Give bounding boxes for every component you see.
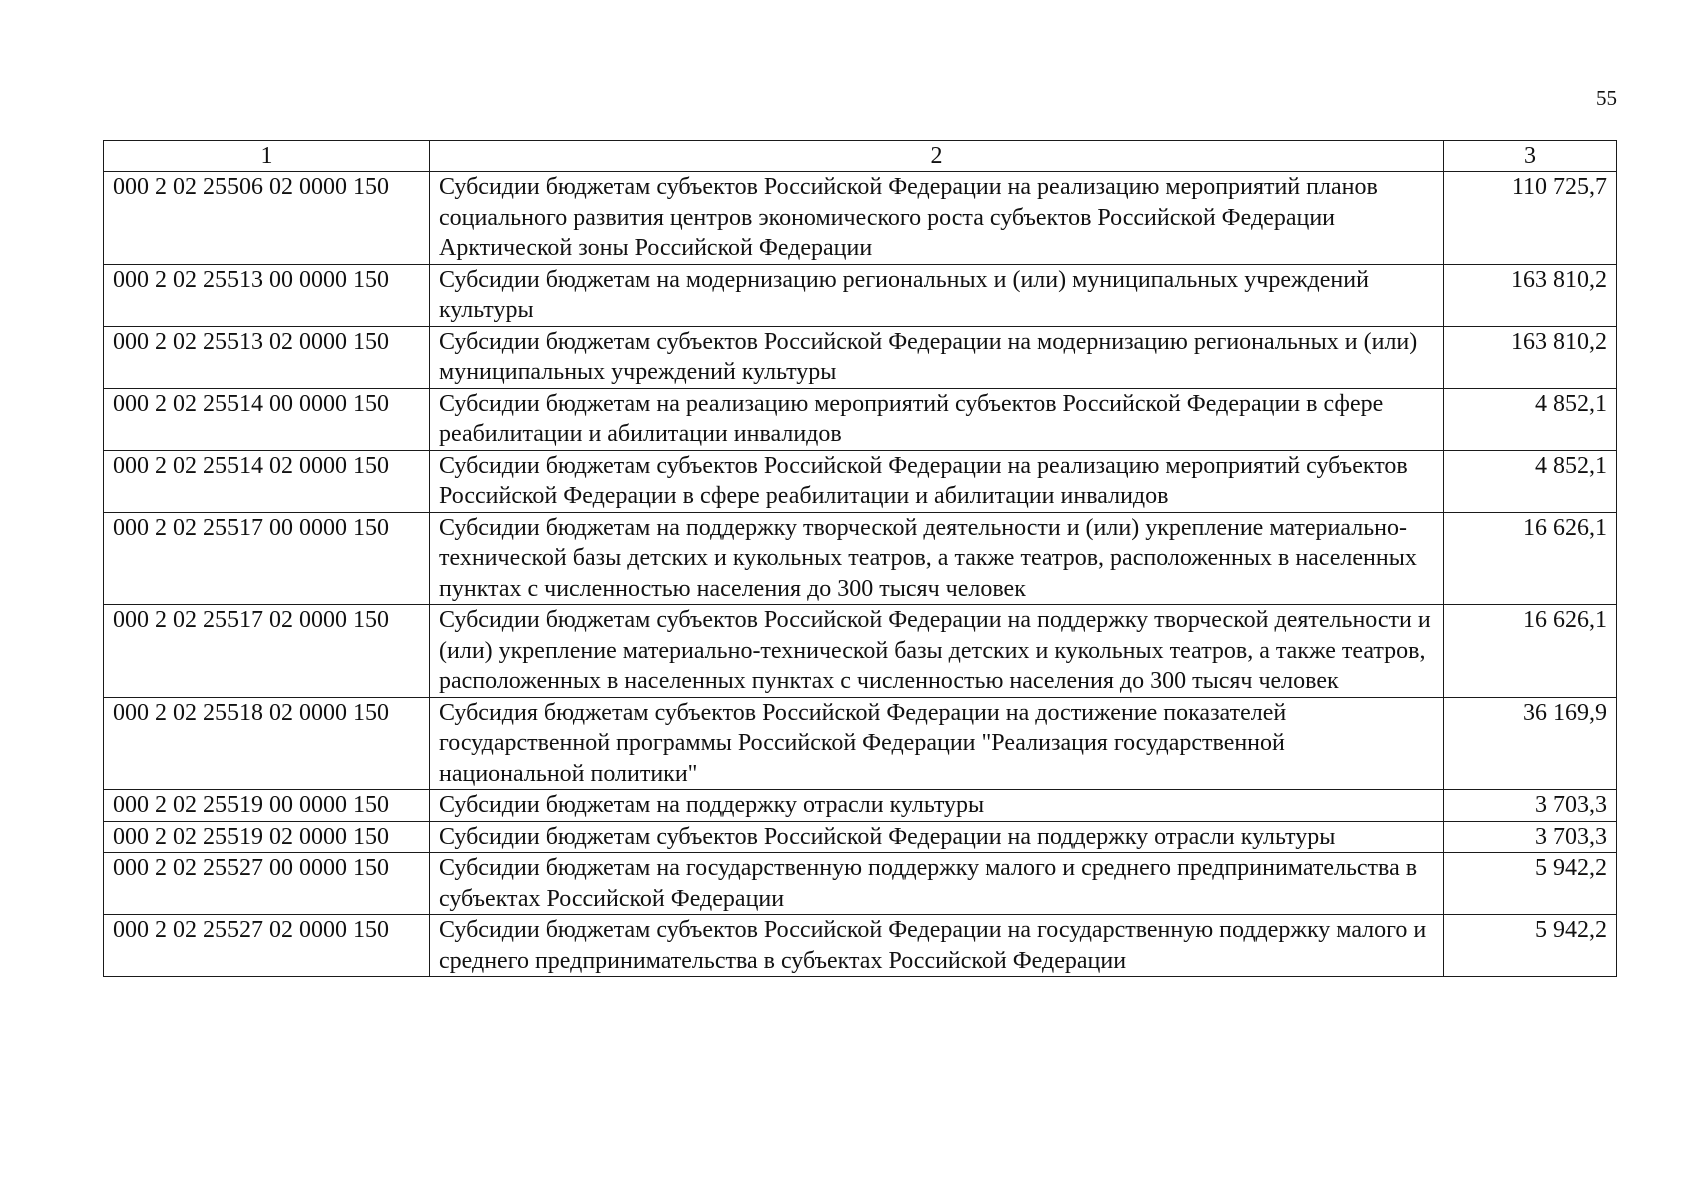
description-cell: Субсидии бюджетам на реализацию мероприятий субъектов Российской Федерации в сфере реабилитации и абилитации инвалидов: [430, 388, 1444, 450]
amount-cell: 5 942,2: [1444, 853, 1617, 915]
budget-code-cell: 000 2 02 25527 00 0000 150: [104, 853, 430, 915]
budget-code-cell: 000 2 02 25519 02 0000 150: [104, 821, 430, 853]
description-cell: Субсидии бюджетам субъектов Российской Федерации на поддержку отрасли культуры: [430, 821, 1444, 853]
budget-code-cell: 000 2 02 25519 00 0000 150: [104, 790, 430, 822]
budget-code-cell: 000 2 02 25514 00 0000 150: [104, 388, 430, 450]
description-cell: Субсидии бюджетам субъектов Российской Федерации на модернизацию региональных и (или) муниципальных учреждений культуры: [430, 326, 1444, 388]
budget-table: [103, 140, 1617, 977]
amount-cell: 3 703,3: [1444, 821, 1617, 853]
table-row: [104, 172, 1617, 265]
amount-cell: 16 626,1: [1444, 512, 1617, 605]
budget-code-cell: 000 2 02 25517 02 0000 150: [104, 605, 430, 698]
budget-code-cell: 000 2 02 25514 02 0000 150: [104, 450, 430, 512]
description-cell: Субсидии бюджетам субъектов Российской Федерации на реализацию мероприятий планов социального развития центров экономического роста субъектов Российской Федерации Арктической зоны Российской Федерации: [430, 172, 1444, 265]
amount-cell: 36 169,9: [1444, 697, 1617, 790]
description-cell: Субсидии бюджетам на государственную поддержку малого и среднего предпринимательства в субъектах Российской Федерации: [430, 853, 1444, 915]
description-cell: Субсидии бюджетам субъектов Российской Федерации на поддержку творческой деятельности и (или) укрепление материально-технической базы детских и кукольных театров, а также театров, расположенных в населенных пунктах с численностью населения до 300 тысяч человек: [430, 605, 1444, 698]
table-header-row: [104, 141, 1617, 172]
page-number: 55: [1596, 86, 1617, 110]
amount-cell: 4 852,1: [1444, 450, 1617, 512]
description-cell: Субсидии бюджетам на поддержку отрасли культуры: [430, 790, 1444, 822]
column-header-description: 2: [430, 141, 1444, 172]
description-cell: Субсидии бюджетам на поддержку творческой деятельности и (или) укрепление материально-технической базы детских и кукольных театров, а также театров, расположенных в населенных пунктах с численностью населения до 300 тысяч человек: [430, 512, 1444, 605]
amount-cell: 4 852,1: [1444, 388, 1617, 450]
table-row: [104, 388, 1617, 450]
amount-cell: 163 810,2: [1444, 264, 1617, 326]
table-row: [104, 790, 1617, 822]
table-row: [104, 915, 1617, 977]
budget-code-cell: 000 2 02 25513 00 0000 150: [104, 264, 430, 326]
description-cell: Субсидия бюджетам субъектов Российской Федерации на достижение показателей государственной программы Российской Федерации "Реализация государственной национальной политики": [430, 697, 1444, 790]
table-row: [104, 450, 1617, 512]
table-row: [104, 605, 1617, 698]
column-header-code: 1: [104, 141, 430, 172]
description-cell: Субсидии бюджетам субъектов Российской Федерации на государственную поддержку малого и среднего предпринимательства в субъектах Российской Федерации: [430, 915, 1444, 977]
table-row: [104, 326, 1617, 388]
budget-code-cell: 000 2 02 25513 02 0000 150: [104, 326, 430, 388]
table-row: [104, 853, 1617, 915]
budget-code-cell: 000 2 02 25517 00 0000 150: [104, 512, 430, 605]
amount-cell: 16 626,1: [1444, 605, 1617, 698]
amount-cell: 110 725,7: [1444, 172, 1617, 265]
table-row: [104, 821, 1617, 853]
amount-cell: 5 942,2: [1444, 915, 1617, 977]
table-row: [104, 512, 1617, 605]
budget-code-cell: 000 2 02 25506 02 0000 150: [104, 172, 430, 265]
amount-cell: 3 703,3: [1444, 790, 1617, 822]
column-header-amount: 3: [1444, 141, 1617, 172]
table-row: [104, 697, 1617, 790]
budget-code-cell: 000 2 02 25527 02 0000 150: [104, 915, 430, 977]
budget-code-cell: 000 2 02 25518 02 0000 150: [104, 697, 430, 790]
amount-cell: 163 810,2: [1444, 326, 1617, 388]
description-cell: Субсидии бюджетам на модернизацию региональных и (или) муниципальных учреждений культуры: [430, 264, 1444, 326]
description-cell: Субсидии бюджетам субъектов Российской Федерации на реализацию мероприятий субъектов Российской Федерации в сфере реабилитации и абилитации инвалидов: [430, 450, 1444, 512]
table-row: [104, 264, 1617, 326]
